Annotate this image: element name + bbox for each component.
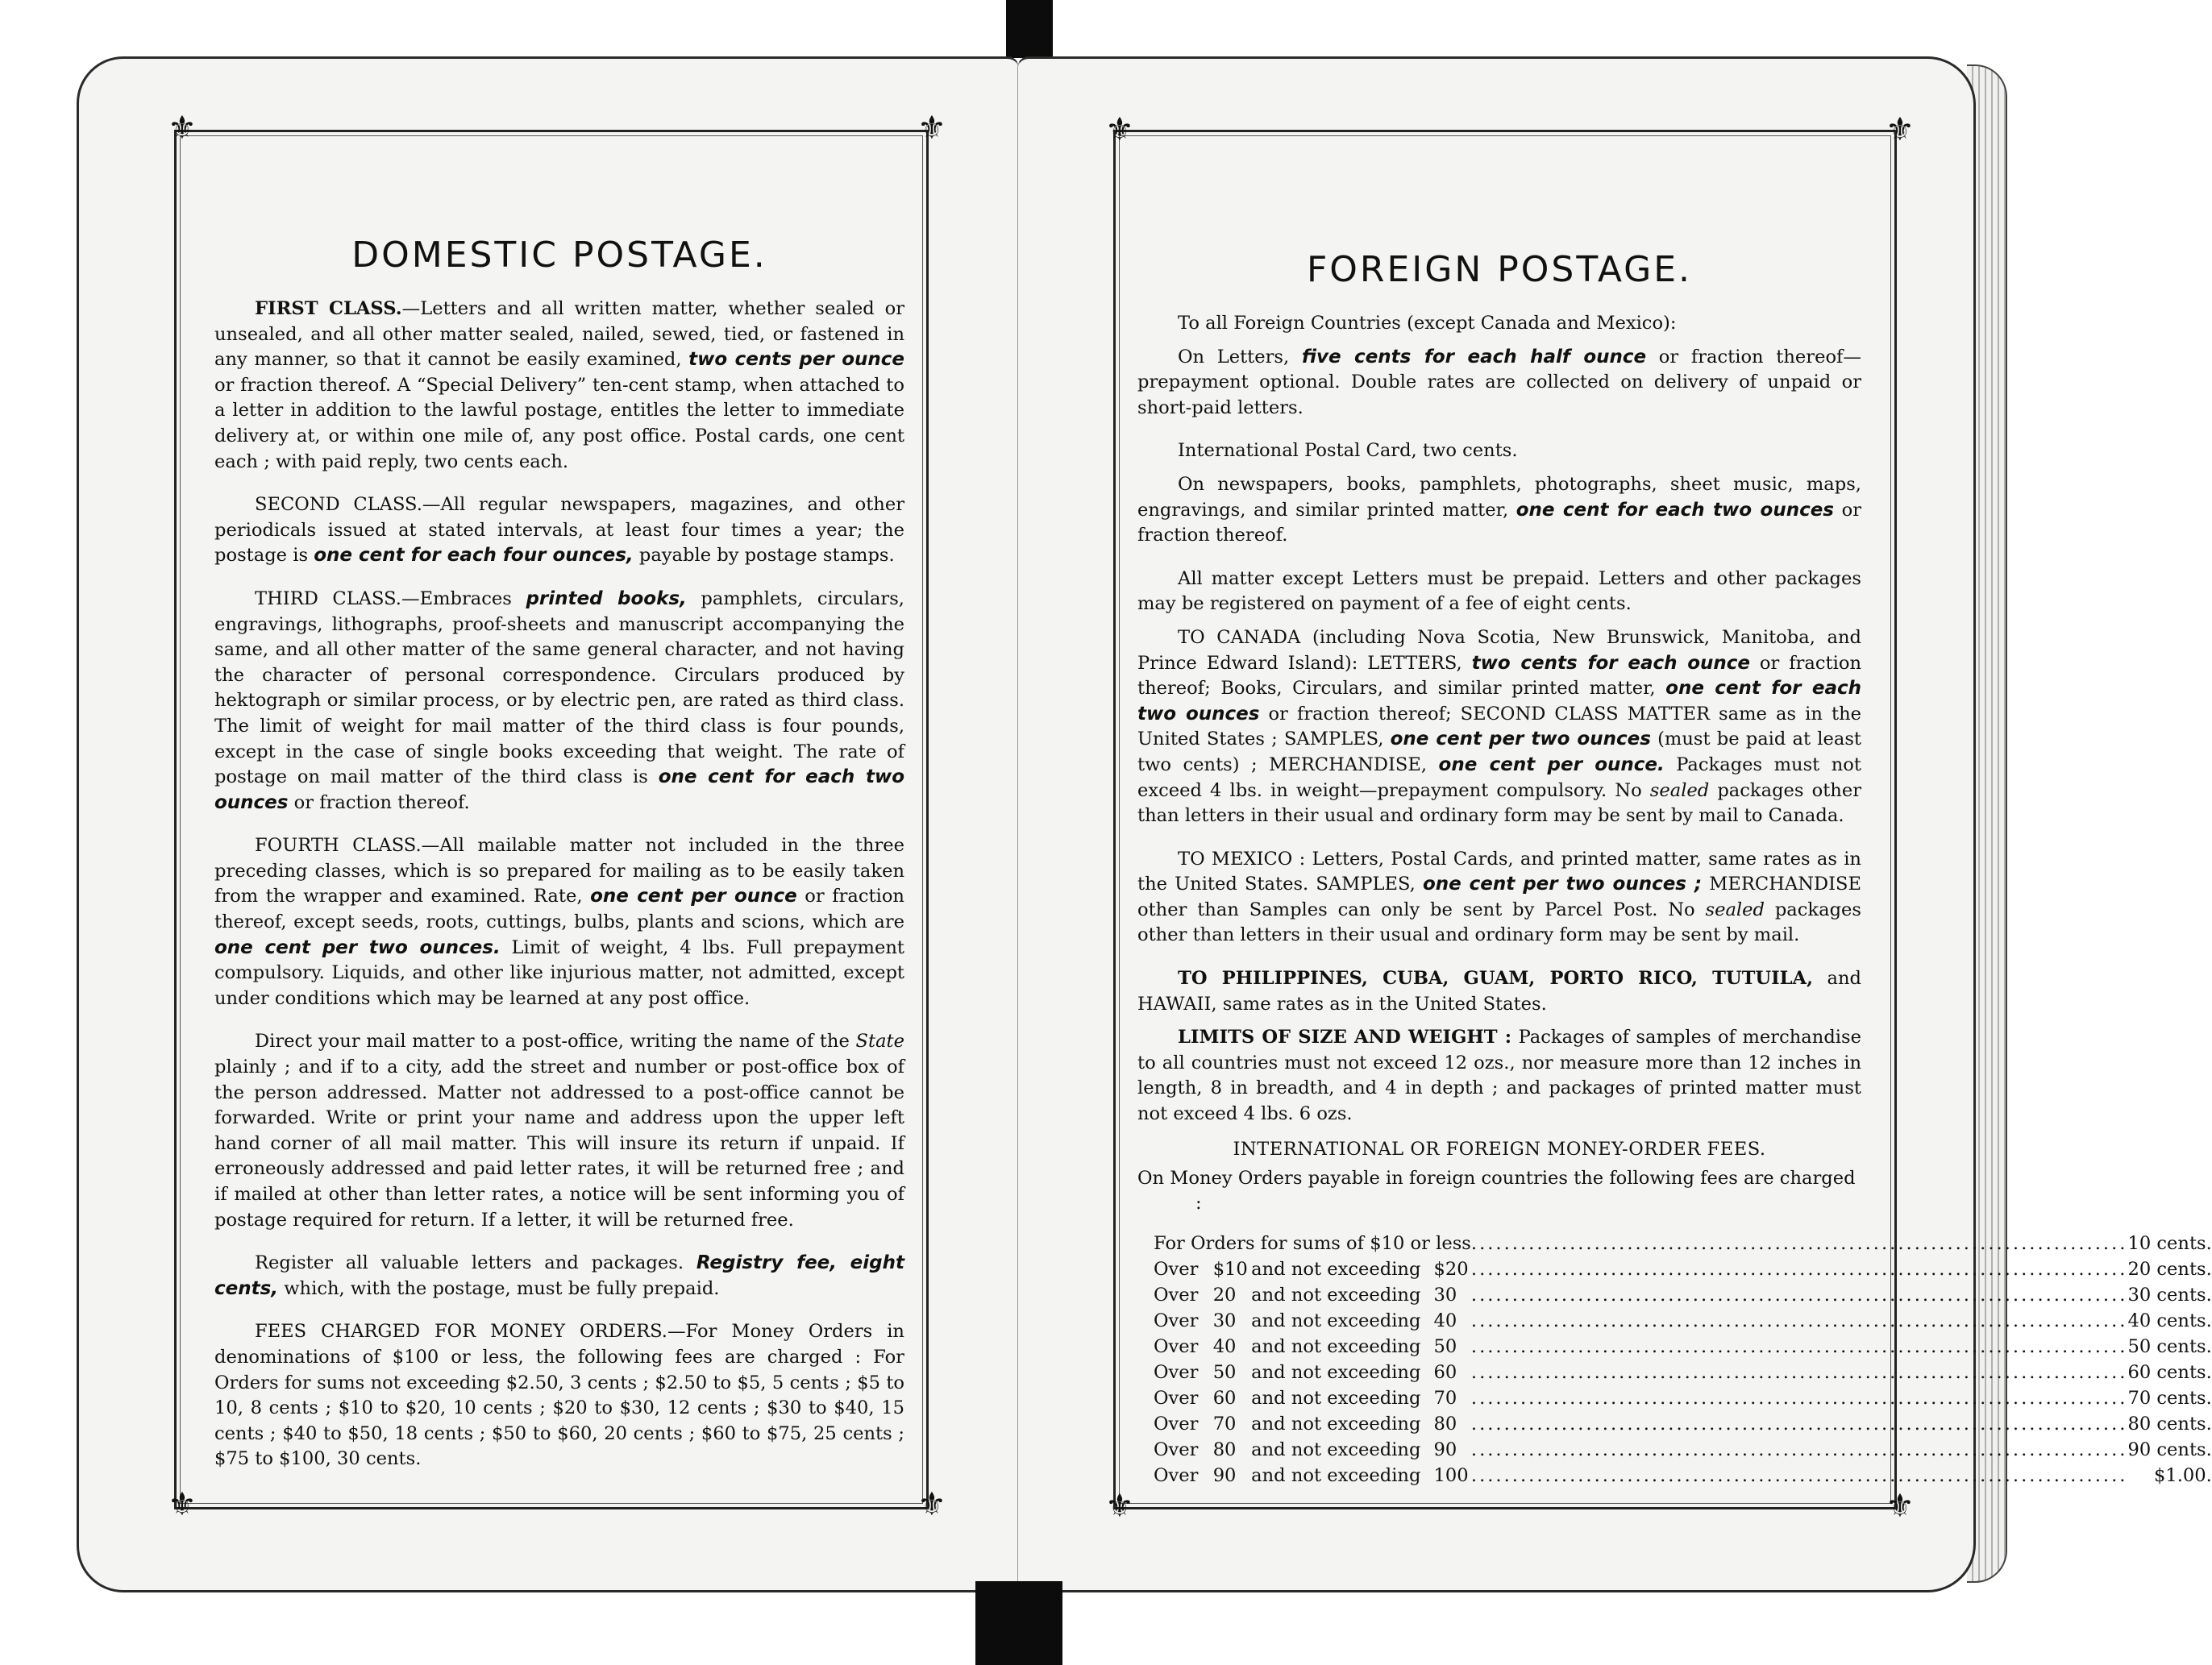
fee-row-from: 30 <box>1212 1310 1237 1331</box>
fee-row <box>1154 1360 2212 1385</box>
fee-amount: $1.00. <box>2153 1464 2212 1486</box>
fee-row-connector: and not exceeding <box>1251 1258 1421 1280</box>
dot-leader: ................................................................................ <box>1470 1387 2128 1409</box>
canada-paragraph: TO CANADA (including Nova Scotia, New Brunswick, Manitoba, and Prince Edward Island): LETTERS, two cents for each ounce or fraction thereof; Books, Circulars, and similar printed matter, one cent for each two ounces or fraction thereof; SECOND CLASS MATTER same as in the United States ; SAMPLES, one cent per two ounces (must be paid at least two cents) ; MERCHANDISE, one cent per ounce. Packages must not exceed 4 lbs. in weight—prepayment compulsory. No sealed packages other than letters in their usual and ordinary form may be sent by mail to Canada. <box>1137 626 1862 827</box>
fee-row-label: Over <box>1154 1464 1199 1486</box>
fee-row-limit: 90 <box>1433 1439 1457 1460</box>
dot-leader: ................................................................................ <box>1470 1439 2128 1460</box>
dot-leader: ................................................................................ <box>1470 1361 2128 1383</box>
fee-row-label: Over <box>1154 1387 1199 1409</box>
fee-row-limit: 70 <box>1433 1387 1457 1409</box>
third-class-paragraph: THIRD CLASS.—Embraces printed books, pamphlets, circulars, engravings, lithographs, proof-sheets and manuscript accompanying the same, and all other matter of the same general character, and not having the character of personal correspondence. Circulars produced by hektograph or similar process, or by electric pen, are rated as third class. The limit of weight for mail matter of the third class is four pounds, except in the case of single books exceeding that weight. The rate of postage on mail matter of the third class is one cent for each two ounces or fraction thereof. <box>214 588 905 813</box>
left-page <box>77 56 1019 1592</box>
fee-row-limit: 60 <box>1433 1361 1457 1383</box>
fourth-class-paragraph: FOURTH CLASS.—All mailable matter not included in the three preceding classes, which is so prepared for mailing as to be easily taken from the wrapper and examined. Rate, one cent per ounce or fraction thereof, except seeds, roots, cuttings, bulbs, plants and scions, which are one cent per two ounces. Limit of weight, 4 lbs. Full prepayment compulsory. Liquids, and other like injurious matter, not admitted, except under conditions which may be learned at any post office. <box>214 835 904 1009</box>
newspapers-paragraph: On newspapers, books, pamphlets, photographs, sheet music, maps, engravings, and similar printed matter, one cent for each two ounces or fraction thereof. <box>1137 473 1861 546</box>
fee-row-connector: and not exceeding <box>1251 1387 1421 1409</box>
money-order-fee-table <box>1154 1231 2212 1489</box>
money-order-intro: On Money Orders payable in foreign countries the following fees are charged : <box>1137 1167 1856 1214</box>
dot-leader: ................................................................................ <box>1470 1335 2128 1357</box>
postal-card-line: International Postal Card, two cents. <box>1178 440 1518 462</box>
fee-row-label: Over <box>1154 1361 1199 1383</box>
fee-row-from: 50 <box>1212 1361 1237 1383</box>
fee-row-connector: and not exceeding <box>1251 1310 1421 1331</box>
fee-row <box>1154 1256 2212 1282</box>
fee-row-connector: and not exceeding <box>1251 1464 1421 1486</box>
dot-leader: ................................................................................ <box>1470 1258 2128 1280</box>
fee-row-limit: 50 <box>1433 1335 1457 1357</box>
fee-row-limit: 100 <box>1433 1464 1469 1486</box>
fleur-ornament-icon: ⚜ <box>168 110 197 147</box>
fleur-ornament-icon: ⚜ <box>917 110 946 147</box>
fee-row-connector: and not exceeding <box>1251 1413 1421 1435</box>
fee-row-from: 60 <box>1212 1387 1237 1409</box>
money-order-heading: INTERNATIONAL OR FOREIGN MONEY-ORDER FEES. <box>1233 1138 1766 1160</box>
fee-amount: 60 cents. <box>2127 1361 2212 1383</box>
fee-row-label: Over <box>1154 1439 1199 1460</box>
dot-leader: ................................................................................ <box>1470 1413 2128 1435</box>
fee-row <box>1154 1463 2212 1489</box>
fee-row-label: Over <box>1154 1310 1199 1331</box>
fleur-ornament-icon: ⚜ <box>1886 111 1915 148</box>
binding-ribbon-bottom <box>975 1581 1062 1665</box>
fee-amount: 50 cents. <box>2127 1335 2212 1357</box>
fee-row-limit: 40 <box>1433 1310 1457 1331</box>
directions-paragraph: Direct your mail matter to a post-office, writing the name of the State plainly ; and if to a city, add the street and number or post-office box of the person addressed. Matter not addressed to a post-office cannot be forwarded. Write or print your name and address upon the upper left hand corner of all mail matter. This will insure its return if unpaid. If erroneously addressed and paid letter rates, it will be returned free ; and if mailed at other than letter rates, a notice will be sent informing you of postage required for return. If a letter, it will be returned free. <box>214 1031 904 1231</box>
fee-row-from: 70 <box>1212 1413 1237 1435</box>
mexico-paragraph: TO MEXICO : Letters, Postal Cards, and printed matter, same rates as in the United States. SAMPLES, one cent per two ounces ; MERCHANDISE other than Samples can only be sent by Parcel Post. No sealed packages other than letters in their usual and ordinary form may be sent by mail. <box>1137 848 1862 946</box>
fee-row-label: Over <box>1154 1335 1199 1357</box>
domestic-postage-section <box>214 154 904 1480</box>
fee-row-label: Over <box>1154 1413 1199 1435</box>
dot-leader: ................................................................................ <box>1470 1284 2128 1306</box>
page-title: FOREIGN POSTAGE. <box>1306 249 1693 290</box>
fee-amount: 70 cents. <box>2127 1387 2212 1409</box>
fleur-ornament-icon: ⚜ <box>917 1486 946 1523</box>
prepaid-paragraph: All matter except Letters must be prepaid. Letters and other packages may be registered on payment of a fee of eight cents. <box>1137 567 1861 615</box>
fee-amount: 30 cents. <box>2127 1284 2212 1306</box>
fleur-ornament-icon: ⚜ <box>168 1486 197 1523</box>
all-foreign-line: To all Foreign Countries (except Canada and Mexico): <box>1178 313 1677 334</box>
fee-row <box>1154 1282 2212 1308</box>
dot-leader: ................................................................................ <box>1470 1232 2128 1254</box>
first-class-paragraph: FIRST CLASS.—Letters and all written matter, whether sealed or unsealed, and all other matter sealed, nailed, sewed, tied, or fastened in any manner, so that it cannot be easily examined, two cents per ounce or fraction thereof. A “Special Delivery” ten-cent stamp, when attached to a letter in addition to the lawful postage, entitles the letter to immediate delivery at, or within one mile of, any post office. Postal cards, one cent each ; with paid reply, two cents each. <box>214 298 905 472</box>
fee-row-label: Over <box>1154 1284 1199 1306</box>
fleur-ornament-icon: ⚜ <box>1105 1488 1134 1525</box>
right-page <box>1017 56 2212 1592</box>
fee-amount: 80 cents. <box>2127 1413 2212 1435</box>
philippines-paragraph: TO PHILIPPINES, CUBA, GUAM, PORTO RICO, TUTUILA, and HAWAII, same rates as in the United States. <box>1137 968 1861 1015</box>
fee-row-label: For Orders for sums of $10 or less <box>1154 1232 1471 1254</box>
fee-row <box>1154 1411 2212 1437</box>
limits-paragraph: LIMITS OF SIZE AND WEIGHT : Packages of samples of merchandise to all countries must not exceed 12 ozs., nor measure more than 12 inches in length, 8 in breadth, and 4 in depth ; and packages of printed matter must not exceed 4 lbs. 6 ozs. <box>1137 1027 1861 1125</box>
fee-amount: 20 cents. <box>2127 1258 2212 1280</box>
fee-row-from: 90 <box>1212 1464 1237 1486</box>
fee-row-connector: and not exceeding <box>1251 1439 1421 1460</box>
fee-row <box>1154 1308 2212 1334</box>
fee-row <box>1154 1385 2212 1411</box>
registry-paragraph: Register all valuable letters and packages. Registry fee, eight cents, which, with the postage, must be fully prepaid. <box>214 1252 904 1299</box>
fee-row-limit: 80 <box>1433 1413 1457 1435</box>
fee-row <box>1154 1334 2212 1360</box>
foreign-postage-section <box>1137 186 2212 1489</box>
fleur-ornament-icon: ⚜ <box>1886 1488 1915 1525</box>
fee-row-label: Over <box>1154 1258 1199 1280</box>
fee-row-connector: and not exceeding <box>1251 1335 1421 1357</box>
page-title: DOMESTIC POSTAGE. <box>351 235 767 276</box>
second-class-paragraph: SECOND CLASS.—All regular newspapers, magazines, and other periodicals issued at stated intervals, at least four times a year; the postage is one cent for each four ounces, payable by postage stamps. <box>214 494 904 567</box>
fee-row-limit: 30 <box>1433 1284 1457 1306</box>
dot-leader: ................................................................................ <box>1470 1310 2128 1331</box>
fee-row-from: 20 <box>1212 1284 1237 1306</box>
fee-row <box>1154 1437 2212 1463</box>
fee-row-from: $10 <box>1212 1258 1248 1280</box>
dot-leader: ................................................................................ <box>1470 1464 2128 1486</box>
fee-row-connector: and not exceeding <box>1251 1284 1421 1306</box>
fee-row-limit: $20 <box>1433 1258 1469 1280</box>
fee-row-connector: and not exceeding <box>1251 1361 1421 1383</box>
fee-row-from: 40 <box>1212 1335 1237 1357</box>
fee-row <box>1154 1231 2212 1256</box>
fee-row-from: 80 <box>1212 1439 1237 1460</box>
letters-paragraph: On Letters, five cents for each half ounce or fraction thereof—prepayment optional. Double rates are collected on delivery of unpaid or short-paid letters. <box>1137 346 1861 418</box>
money-order-fees-paragraph: FEES CHARGED FOR MONEY ORDERS.—For Money Orders in denominations of $100 or less, the following fees are charged : For Orders for sums not exceeding $2.50, 3 cents ; $2.50 to $5, 5 cents ; $5 to 10, 8 cents ; $10 to $20, 10 cents ; $20 to $30, 12 cents ; $30 to $40, 15 cents ; $40 to $50, 18 cents ; $50 to $60, 20 cents ; $60 to $75, 25 cents ; $75 to $100, 30 cents. <box>214 1321 904 1470</box>
fee-amount: 10 cents. <box>2127 1232 2212 1254</box>
fleur-ornament-icon: ⚜ <box>1105 111 1134 148</box>
binding-ribbon-top <box>1006 0 1053 58</box>
fee-amount: 40 cents. <box>2127 1310 2212 1331</box>
fee-amount: 90 cents. <box>2127 1439 2212 1460</box>
